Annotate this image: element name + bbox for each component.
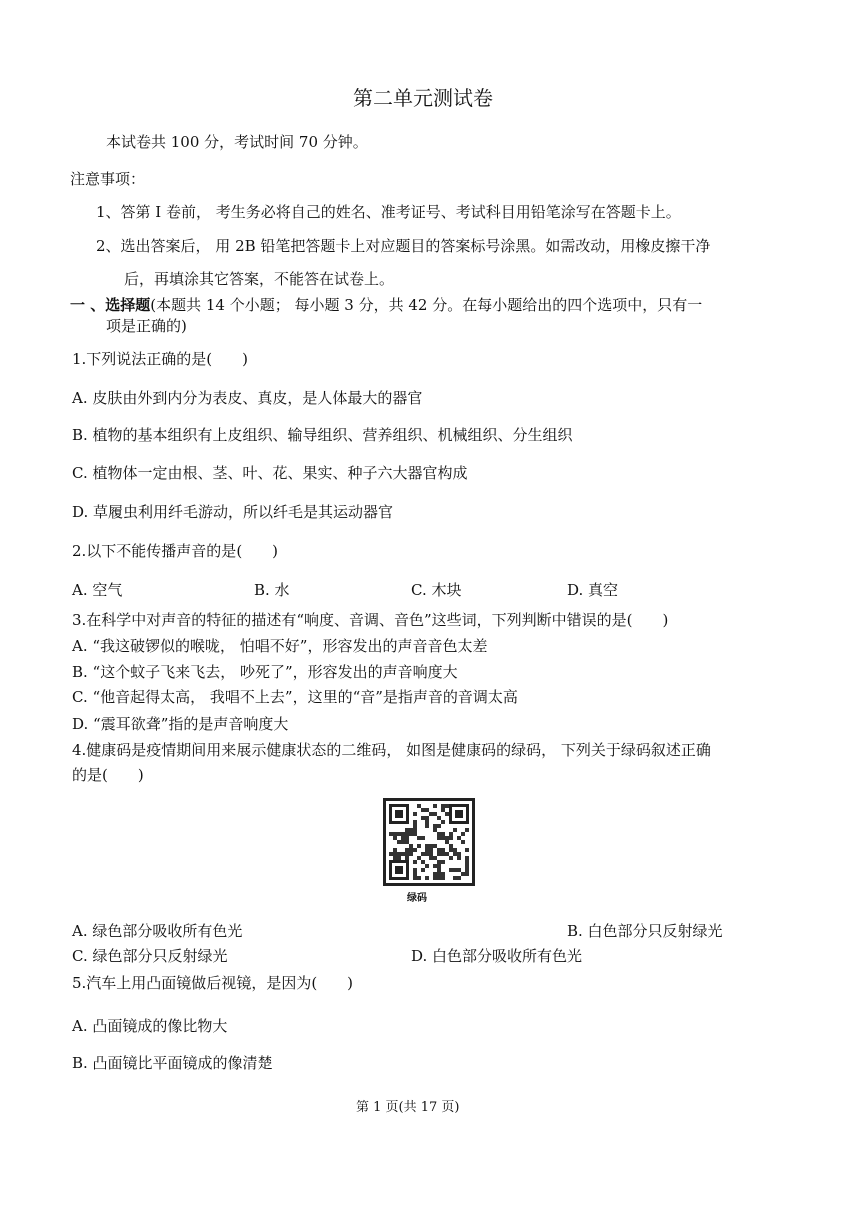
question-5-option-b: B. 凸面镜比平面镜成的像清楚: [72, 1054, 273, 1072]
page-footer: 第 1 页(共 17 页): [356, 1100, 460, 1115]
question-4-option-d: D. 白色部分吸收所有色光: [411, 947, 583, 965]
question-2-option-b: B. 水: [254, 581, 290, 599]
question-3-stem: 3.在科学中对声音的特征的描述有“响度、音调、音色”这些词，下列判断中错误的是( ): [72, 611, 669, 629]
page-title: 第二单元测试卷: [353, 86, 493, 110]
question-1-option-a: A. 皮肤由外到内分为表皮、真皮，是人体最大的器官: [72, 389, 423, 407]
question-4-option-a: A. 绿色部分吸收所有色光: [72, 922, 243, 940]
question-2-option-d: D. 真空: [567, 581, 619, 599]
question-3-option-c: C. “他音起得太高， 我唱不上去”，这里的“音”是指声音的音调太高: [72, 688, 518, 706]
question-2-stem: 2.以下不能传播声音的是( ): [72, 542, 279, 560]
question-3-option-b: B. “这个蚊子飞来飞去， 吵死了”，形容发出的声音响度大: [72, 663, 458, 681]
notice-item-2: 2、选出答案后， 用 2B 铅笔把答题卡上对应题目的答案标号涂黑。如需改动，用橡皮擦干净: [96, 237, 711, 255]
question-4-stem: 4.健康码是疫情期间用来展示健康状态的二维码， 如图是健康码的绿码， 下列关于绿码叙述正确: [72, 741, 711, 759]
question-2-option-a: A. 空气: [72, 581, 123, 599]
health-code-qr-image: [383, 798, 475, 886]
question-1-option-c: C. 植物体一定由根、茎、叶、花、果实、种子六大器官构成: [72, 464, 468, 482]
question-5-stem: 5.汽车上用凸面镜做后视镜，是因为( ): [72, 974, 354, 992]
qr-code-pattern: [386, 801, 472, 883]
question-1-option-b: B. 植物的基本组织有上皮组织、输导组织、营养组织、机械组织、分生组织: [72, 426, 573, 444]
question-4-option-c: C. 绿色部分只反射绿光: [72, 947, 228, 965]
question-3-option-a: A. “我这破锣似的喉咙， 怕唱不好”，形容发出的声音音色太差: [72, 637, 488, 655]
section-number: 一 、: [70, 296, 106, 314]
section-description: (本题共 14 个小题； 每小题 3 分，共 42 分。在每小题给出的四个选项中，只有一: [150, 296, 703, 314]
question-3-option-d: D. “震耳欲聋”指的是声音响度大: [72, 715, 289, 733]
question-1-stem: 1.下列说法正确的是( ): [72, 350, 249, 368]
section-description-continued: 项是正确的): [106, 317, 187, 335]
section-name: 选择题: [105, 296, 151, 314]
question-1-option-d: D. 草履虫利用纤毛游动，所以纤毛是其运动器官: [72, 503, 394, 521]
notice-item-2-continued: 后，再填涂其它答案，不能答在试卷上。: [124, 270, 395, 288]
question-4-stem-continued: 的是( ): [72, 766, 144, 784]
notice-heading: 注意事项：: [70, 170, 146, 188]
notice-item-1: 1、答第 I 卷前， 考生务必将自己的姓名、准考证号、考试科目用铅笔涂写在答题卡上。: [96, 203, 681, 221]
question-5-option-a: A. 凸面镜成的像比物大: [72, 1017, 228, 1035]
section-heading: [70, 296, 702, 314]
exam-intro: 本试卷共 100 分，考试时间 70 分钟。: [106, 133, 368, 151]
qr-caption: 绿码: [407, 893, 427, 904]
question-2-option-c: C. 木块: [411, 581, 462, 599]
question-4-option-b: B. 白色部分只反射绿光: [567, 922, 723, 940]
